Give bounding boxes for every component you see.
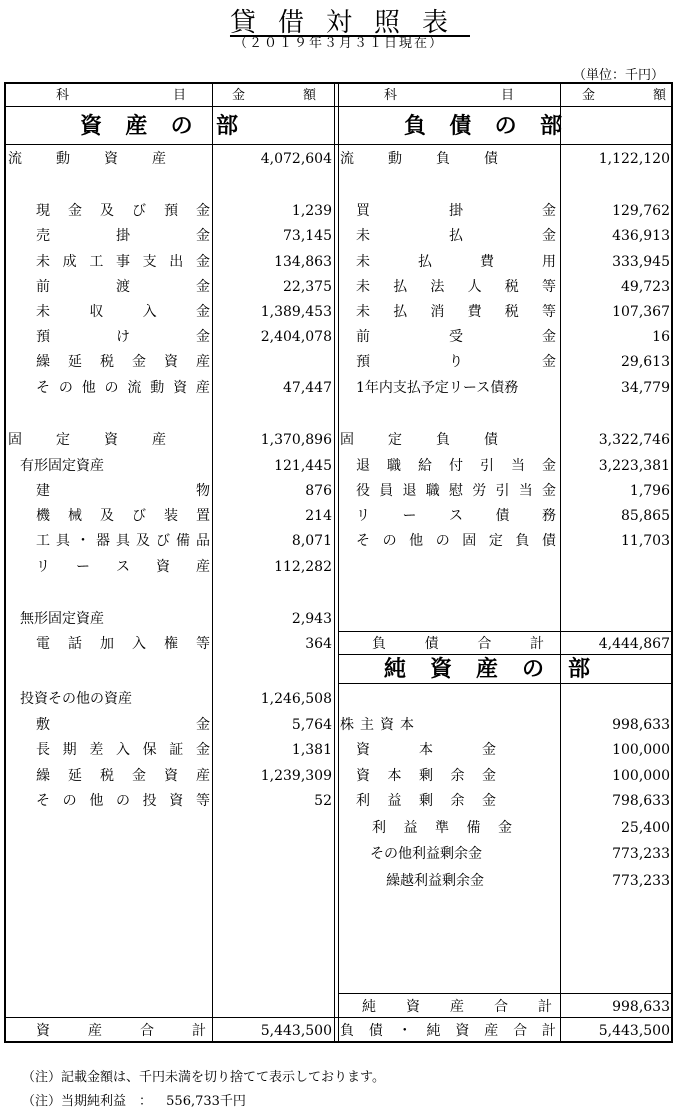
asset-tools-label: 工 具 ・ 器 具 及 び 備 品 bbox=[36, 533, 210, 549]
asset-intangible-value: 2,943 bbox=[291, 611, 332, 627]
asset-deposit-label: 預 け 金 bbox=[36, 329, 210, 345]
rule-left-amount bbox=[212, 84, 213, 1041]
rule-right-amount bbox=[560, 84, 561, 1041]
note-net-income bbox=[22, 1092, 246, 1112]
asset-accrued-value: 1,389,453 bbox=[260, 304, 332, 320]
asset-tools-value: 8,071 bbox=[291, 533, 332, 549]
asset-receivable-label: 売 掛 金 bbox=[36, 228, 210, 244]
liab-fixed-label: 固 定 負 債 bbox=[340, 432, 498, 448]
liab-retirement-value: 3,223,381 bbox=[598, 458, 670, 474]
asset-wip-label: 未 成 工 事 支 出 金 bbox=[36, 254, 210, 270]
asset-advance-label: 前 渡 金 bbox=[36, 279, 210, 295]
liab-accrued-expense-label: 未 払 費 用 bbox=[356, 254, 556, 270]
equity-capital-surplus-label: 資 本 剰 余 金 bbox=[356, 768, 496, 784]
note-net-income-label: （注）当期純利益 ： bbox=[22, 1094, 153, 1109]
equity-legal-reserve-value: 25,400 bbox=[621, 820, 670, 836]
equity-other-retained-value: 773,233 bbox=[612, 846, 670, 862]
asset-current-label: 流 動 資 産 bbox=[8, 151, 166, 167]
asset-building-label: 建 物 bbox=[36, 483, 210, 499]
note-rounding: （注）記載金額は、千円未満を切り捨てて表示しております。 bbox=[22, 1070, 385, 1085]
asset-guarantee-label: 長 期 差 入 保 証 金 bbox=[36, 742, 210, 758]
asset-machinery-value: 214 bbox=[305, 508, 332, 524]
asset-other-current-value: 47,447 bbox=[283, 380, 332, 396]
equity-retained-value: 798,633 bbox=[612, 793, 670, 809]
liab-income-tax-value: 49,723 bbox=[621, 279, 670, 295]
liab-deposits-label: 預 り 金 bbox=[356, 354, 556, 370]
asset-deferred-tax-fixed-label: 繰 延 税 金 資 産 bbox=[36, 768, 210, 784]
liab-consumption-tax-label: 未 払 消 費 税 等 bbox=[356, 304, 556, 320]
section-net-assets: 純 資 産 の 部 bbox=[384, 656, 590, 682]
liab-total-value: 4,444,867 bbox=[598, 636, 670, 652]
liab-accrued-expense-value: 333,945 bbox=[612, 254, 670, 270]
header-left-item: 科 目 bbox=[56, 88, 186, 103]
liab-equity-total-label: 負 債 ・ 純 資 産 合 計 bbox=[340, 1023, 556, 1039]
liab-lease-current-value: 34,779 bbox=[621, 380, 670, 396]
net-assets-total-value: 998,633 bbox=[612, 999, 670, 1015]
asset-deposit-value: 2,404,078 bbox=[260, 329, 332, 345]
asset-building-value: 876 bbox=[305, 483, 332, 499]
header-left-amount: 金 額 bbox=[232, 88, 316, 103]
asset-advance-value: 22,375 bbox=[283, 279, 332, 295]
rule-center-b bbox=[338, 84, 339, 1041]
liab-lease-label: リ ー ス 債 務 bbox=[356, 508, 556, 524]
liab-director-retirement-label: 役 員 退 職 慰 労 引 当 金 bbox=[356, 483, 556, 499]
asset-wip-value: 134,863 bbox=[274, 254, 332, 270]
report-date: （２０１９年３月３１日現在） bbox=[233, 36, 444, 51]
liab-other-fixed-value: 11,703 bbox=[621, 533, 670, 549]
asset-investment-value: 1,246,508 bbox=[260, 691, 332, 707]
liab-payable-value: 129,762 bbox=[612, 203, 670, 219]
equity-other-retained-label: その他利益剰余金 bbox=[370, 846, 482, 862]
liab-other-fixed-label: そ の 他 の 固 定 負 債 bbox=[356, 533, 556, 549]
asset-deferred-tax-label: 繰 延 税 金 資 産 bbox=[36, 354, 210, 370]
equity-shareholders-value: 998,633 bbox=[612, 717, 670, 733]
liab-accounts-payable-label: 未 払 金 bbox=[356, 228, 556, 244]
asset-security-deposit-value: 5,764 bbox=[291, 717, 332, 733]
equity-capital-surplus-value: 100,000 bbox=[612, 768, 670, 784]
asset-deferred-tax-fixed-value: 1,239,309 bbox=[260, 768, 332, 784]
liab-deposits-value: 29,613 bbox=[621, 354, 670, 370]
asset-accrued-label: 未 収 入 金 bbox=[36, 304, 210, 320]
liab-accounts-payable-value: 436,913 bbox=[612, 228, 670, 244]
asset-intangible-label: 無形固定資産 bbox=[20, 611, 104, 627]
section-liabilities: 負 債 の 部 bbox=[404, 113, 562, 139]
asset-phone-value: 364 bbox=[305, 636, 332, 652]
liab-current-value: 1,122,120 bbox=[598, 151, 670, 167]
rule-net-total-top bbox=[338, 993, 671, 994]
asset-receivable-value: 73,145 bbox=[283, 228, 332, 244]
asset-other-investment-value: 52 bbox=[314, 793, 332, 809]
header-right-amount: 金 額 bbox=[582, 88, 666, 103]
rule-header bbox=[6, 106, 671, 107]
unit-label: （単位：千円） bbox=[572, 68, 664, 83]
asset-fixed-label: 固 定 資 産 bbox=[8, 432, 166, 448]
asset-lease-label: リ ー ス 資 産 bbox=[36, 559, 210, 575]
rule-section bbox=[6, 144, 671, 145]
asset-fixed-value: 1,370,896 bbox=[260, 432, 332, 448]
note-net-income-value: 556,733千円 bbox=[166, 1094, 246, 1109]
asset-current-value: 4,072,604 bbox=[260, 151, 332, 167]
asset-tangible-value: 121,445 bbox=[274, 458, 332, 474]
liab-lease-current-label: 1年内支払予定リース債務 bbox=[356, 380, 519, 396]
net-assets-total-label: 純 資 産 合 計 bbox=[362, 999, 552, 1015]
liab-income-tax-label: 未 払 法 人 税 等 bbox=[356, 279, 556, 295]
header-right-item: 科 目 bbox=[384, 88, 514, 103]
assets-total-label: 資 産 合 計 bbox=[36, 1023, 206, 1039]
liab-equity-total-value: 5,443,500 bbox=[598, 1023, 670, 1039]
asset-phone-label: 電 話 加 入 権 等 bbox=[36, 636, 210, 652]
equity-shareholders-label: 株主資本 bbox=[340, 717, 420, 733]
asset-guarantee-value: 1,381 bbox=[291, 742, 332, 758]
asset-security-deposit-label: 敷 金 bbox=[36, 717, 210, 733]
equity-carried-forward-label: 繰越利益剰余金 bbox=[386, 873, 484, 889]
equity-capital-value: 100,000 bbox=[612, 742, 670, 758]
rule-center-a bbox=[334, 84, 335, 1041]
asset-tangible-label: 有形固定資産 bbox=[20, 458, 104, 474]
asset-lease-value: 112,282 bbox=[274, 559, 332, 575]
liab-current-label: 流 動 負 債 bbox=[340, 151, 498, 167]
liab-payable-label: 買 掛 金 bbox=[356, 203, 556, 219]
liab-retirement-label: 退 職 給 付 引 当 金 bbox=[356, 458, 556, 474]
equity-legal-reserve-label: 利 益 準 備 金 bbox=[372, 820, 512, 836]
asset-cash-label: 現 金 及 び 預 金 bbox=[36, 203, 210, 219]
equity-carried-forward-value: 773,233 bbox=[612, 873, 670, 889]
asset-investment-label: 投資その他の資産 bbox=[20, 691, 132, 707]
asset-machinery-label: 機 械 及 び 装 置 bbox=[36, 508, 210, 524]
asset-other-investment-label: そ の 他 の 投 資 等 bbox=[36, 793, 210, 809]
liab-total-label: 負 債 合 計 bbox=[372, 636, 544, 652]
liab-advance-received-label: 前 受 金 bbox=[356, 329, 556, 345]
page-title: 貸借対照表 bbox=[229, 8, 470, 38]
equity-capital-label: 資 本 金 bbox=[356, 742, 496, 758]
asset-other-current-label: そ の 他 の 流 動 資 産 bbox=[36, 380, 210, 396]
liab-fixed-value: 3,322,746 bbox=[598, 432, 670, 448]
asset-cash-value: 1,239 bbox=[291, 203, 332, 219]
liab-director-retirement-value: 1,796 bbox=[629, 483, 670, 499]
liab-consumption-tax-value: 107,367 bbox=[612, 304, 670, 320]
equity-retained-label: 利 益 剰 余 金 bbox=[356, 793, 496, 809]
liab-lease-value: 85,865 bbox=[621, 508, 670, 524]
assets-total-value: 5,443,500 bbox=[260, 1023, 332, 1039]
liab-advance-received-value: 16 bbox=[652, 329, 670, 345]
section-assets: 資 産 の 部 bbox=[80, 113, 238, 139]
